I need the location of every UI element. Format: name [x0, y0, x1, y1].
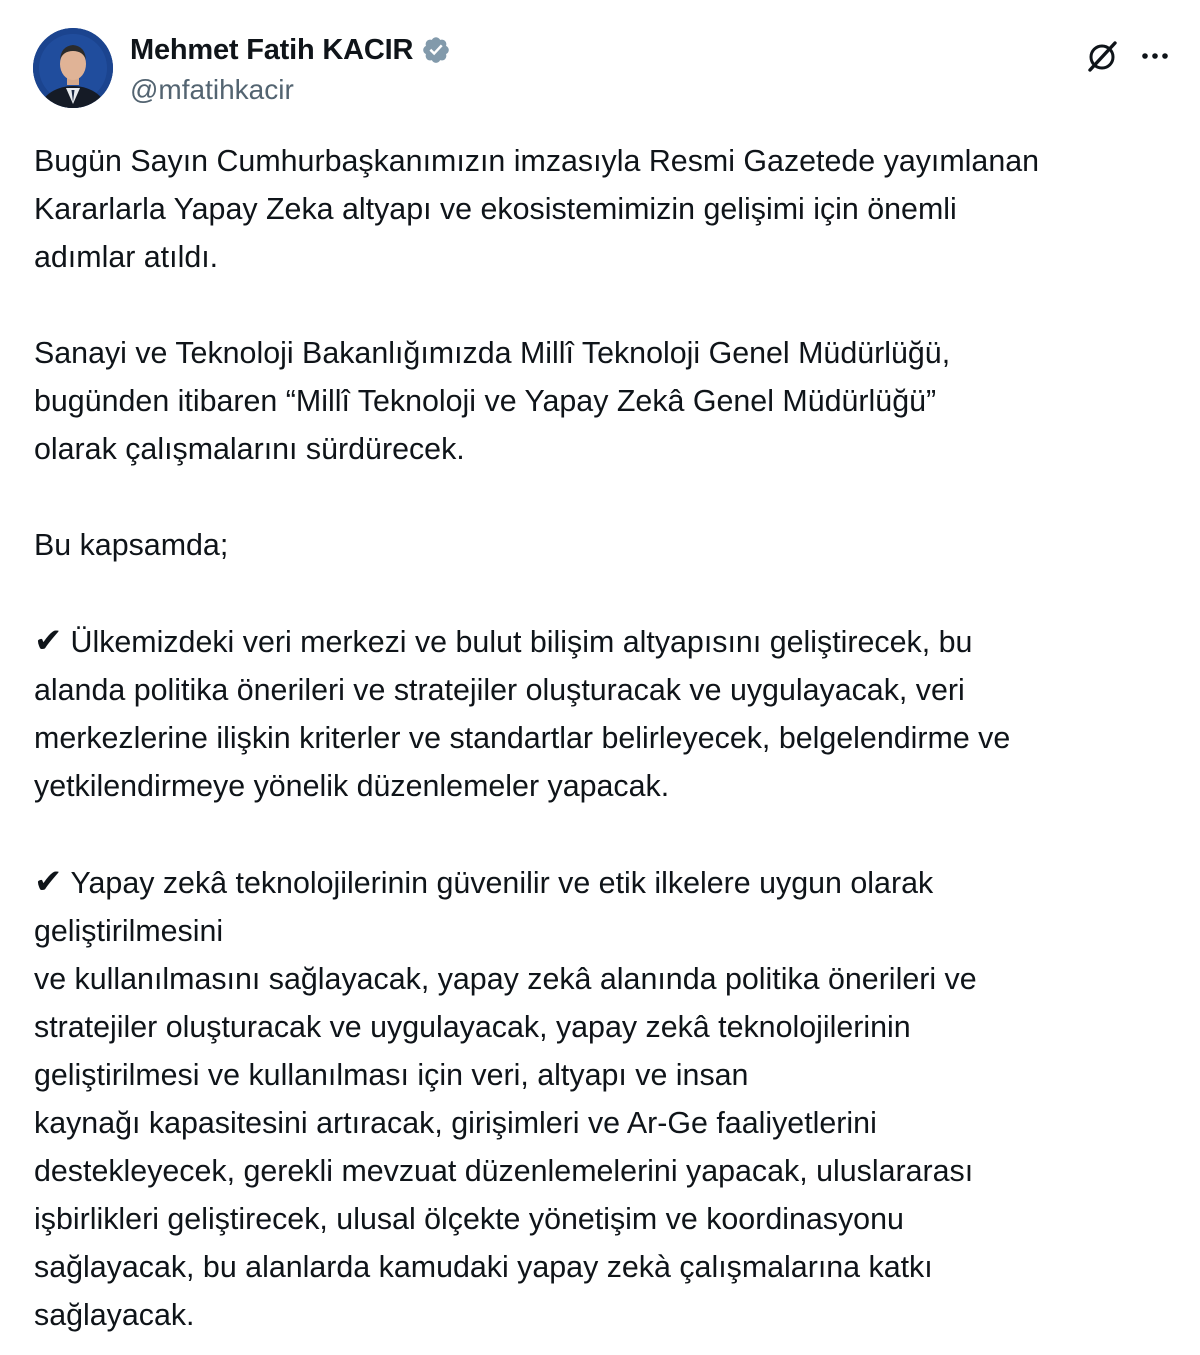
tweet-paragraph-directorate: Sanayi ve Teknoloji Bakanlığımızda Millî Teknoloji Genel Müdürlüğü, bugünden itibaren “Millî Teknoloji ve Yapay Zekâ Genel Müdürlüğü” olarak çalışmalarını sürdürecek. [34, 336, 951, 466]
grok-icon[interactable] [1084, 38, 1120, 74]
checkmark-icon: ✔ [34, 862, 63, 902]
tweet-actions [1084, 38, 1172, 74]
avatar[interactable] [33, 28, 113, 108]
tweet-header [33, 28, 1172, 112]
author-handle[interactable]: @mfatihkacir [130, 74, 294, 105]
author-display-name[interactable]: Mehmet Fatih KACIR [130, 33, 414, 66]
tweet-paragraph-ai [34, 858, 1174, 1339]
name-row [130, 30, 451, 70]
author-info [130, 30, 451, 106]
ai-text: Yapay zekâ teknolojilerinin güvenilir ve etik ilkelere uygun olarak geliştirilmesini ve kullanılmasını sağlayacak, yapay zekâ alanında politika önerileri ve stratejiler oluşturacak ve uygulayacak, yapay zekâ teknolojilerinin geliştirilmesi ve kullanılması için veri, altyapı ve insan kaynağı kapasitesini artıracak, girişimleri ve Ar-Ge faaliyetlerini destekleyecek, gerekli mevzuat düzenlemelerini yapacak, uluslararası işbirlikleri geliştirecek, ulusal ölçekte yönetişim ve koordinasyonu sağlayacak, bu alanlarda kamudaki yapay zekà çalışmalarına katkı sağlayacak. [34, 866, 977, 1332]
tweet-text [34, 137, 1174, 1339]
tweet-paragraph-intro: Bugün Sayın Cumhurbaşkanımızın imzasıyla Resmi Gazetede yayımlanan Kararlarla Yapay Zeka altyapı ve ekosistemimizin gelişimi için önemli adımlar atıldı. [34, 144, 1040, 274]
verified-badge-icon[interactable] [421, 35, 451, 65]
avatar-photo [33, 28, 113, 108]
checkmark-icon: ✔ [34, 621, 63, 661]
data-centers-text: Ülkemizdeki veri merkezi ve bulut bilişim altyapısını geliştirecek, bu alanda politika önerileri ve stratejiler oluşturacak ve uygulayacak, veri merkezlerine ilişkin kriterler ve standartlar belirleyecek, belgelendirme ve yetkilendirmeye yönelik düzenlemeler yapacak. [34, 625, 1011, 803]
more-horizontal-icon[interactable] [1138, 39, 1172, 73]
tweet-paragraph-data-centers [34, 617, 1174, 810]
tweet-paragraph-scope: Bu kapsamda; [34, 528, 229, 562]
